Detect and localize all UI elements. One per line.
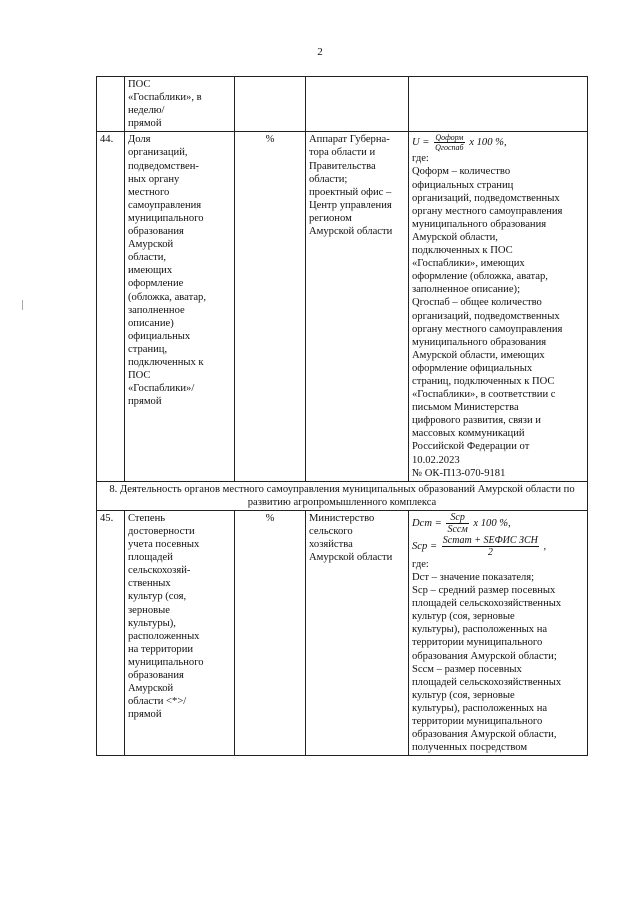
method-text-line: полученных посредством	[412, 742, 528, 754]
responsible-text-line: тора области и	[309, 147, 376, 159]
responsible-text-line: Амурской области	[309, 226, 393, 238]
method-text-line: «Госпаблики», имеющих	[412, 258, 525, 270]
indicator-text-line: Амурской	[128, 239, 174, 251]
responsible-text-line: регионом	[309, 212, 352, 224]
indicator-text-line: ственных	[128, 578, 171, 590]
continuation-row	[97, 77, 588, 132]
responsible-text-line: Центр управления	[309, 199, 392, 211]
indicator-text-line: описание)	[128, 317, 174, 329]
formula-rhs: x 100 %,	[469, 137, 507, 149]
method-text-line: где:	[412, 558, 429, 570]
row-number: 45.	[97, 510, 125, 755]
method-text-line: письмом Министерства	[412, 402, 519, 414]
indicator-text-line: Амурской	[128, 683, 174, 695]
formula-numerator: Sср	[446, 512, 468, 524]
formula-scp	[412, 535, 584, 558]
indicator-text-line: области,	[128, 252, 167, 264]
indicator-text-line: муниципального	[128, 212, 204, 224]
method-text-line: культур (соя, зерновые	[412, 611, 515, 623]
indicator-text-line: подключенных к	[128, 356, 204, 368]
method-text-line: территории муниципального	[412, 637, 543, 649]
formula-dst	[412, 512, 584, 535]
responsible-text-line: Министерство	[309, 512, 375, 524]
indicator-text-line: области <*>/	[128, 696, 187, 708]
method-text-line: массовых коммуникаций	[412, 428, 525, 440]
method-text-line: Dст – значение показателя;	[412, 572, 535, 583]
indicator-text-line: достоверности	[128, 526, 195, 537]
indicator-text-line: Степень	[128, 512, 166, 524]
method-text-line: «Госпаблики», в соответствии с	[412, 389, 556, 401]
method-text-line: органу местного самоуправления	[412, 323, 563, 335]
cont-responsible-cell	[306, 77, 409, 132]
formula-lhs: Dст =	[412, 517, 442, 529]
formula-denominator: Sссм	[447, 523, 468, 535]
unit-cell: %	[235, 132, 306, 481]
section-title: 8. Деятельность органов местного самоуправления муниципальных образований Амурской области по развитию агропромышленного комплекса	[97, 481, 588, 510]
indicator-text-line: образования	[128, 226, 184, 238]
formula-fraction	[446, 512, 468, 535]
method-text-line: площадей сельскохозяйственных	[412, 676, 562, 688]
indicator-text-line: официальных	[128, 330, 191, 342]
method-text-line: Амурской области,	[412, 231, 498, 243]
table-row-44	[97, 132, 588, 481]
indicator-text-line: самоуправления	[128, 199, 202, 211]
formula-fraction	[442, 535, 539, 558]
method-text-line: оформление официальных	[412, 362, 533, 374]
formula-u	[412, 133, 584, 152]
indicator-text-line: неделю/	[128, 105, 165, 117]
method-text-line: организаций, подведомственных	[412, 310, 560, 322]
formula-lhs: U =	[412, 137, 430, 149]
indicator-text-line: учета посевных	[128, 539, 200, 551]
indicator-text-line: имеющих	[128, 265, 173, 277]
responsible-text-line: проектный офис –	[309, 186, 392, 198]
indicator-text-line: прямой	[128, 396, 162, 408]
indicator-text-line: сельскохозяй-	[128, 565, 191, 577]
responsible-cell	[306, 510, 409, 755]
indicator-text-line: ных органу	[128, 173, 180, 185]
method-text-line: органу местного самоуправления	[412, 205, 563, 217]
indicators-table	[96, 76, 588, 756]
formula-denominator: Qгоспаб	[435, 143, 464, 153]
indicator-text-line: (обложка, аватар,	[128, 291, 206, 303]
formula-numerator: Qоформ	[435, 133, 464, 143]
method-text-line: где:	[412, 153, 429, 165]
method-cell	[409, 510, 588, 755]
method-text-line: муниципального образования	[412, 218, 547, 230]
method-text-line: образования Амурской области,	[412, 729, 557, 741]
method-text-line: оформление (обложка, аватар,	[412, 271, 548, 283]
indicator-text-line: Доля	[128, 134, 151, 146]
indicator-text-line: муниципального	[128, 656, 204, 668]
responsible-text-line: хозяйства	[309, 539, 353, 551]
indicator-text-line: заполненное	[128, 304, 185, 316]
indicator-text-line: прямой	[128, 118, 162, 130]
margin-mark	[22, 300, 23, 310]
section-header-row	[97, 481, 588, 510]
responsible-cell	[306, 132, 409, 481]
row-number: 44.	[97, 132, 125, 481]
method-text-line: Российской Федерации от	[412, 441, 530, 453]
formula-numerator: Sстат + SЕФИС ЗСН	[442, 534, 538, 546]
formula-fraction	[434, 133, 464, 152]
indicator-text-line: на территории	[128, 643, 194, 655]
indicator-name-cell	[125, 510, 235, 755]
responsible-text-line: сельского	[309, 526, 353, 537]
indicator-text-line: «Госпаблики»/	[128, 383, 195, 395]
indicator-text-line: подведомствен-	[128, 160, 199, 172]
table-row-45	[97, 510, 588, 755]
responsible-text-line: Амурской области	[309, 552, 393, 564]
formula-lhs: Sср =	[412, 540, 438, 552]
indicator-text-line: ПОС	[128, 79, 151, 90]
responsible-text-line: Аппарат Губерна-	[309, 134, 390, 146]
formula-denominator: 2	[487, 546, 493, 558]
indicator-text-line: местного	[128, 186, 170, 198]
indicator-text-line: оформление	[128, 278, 184, 290]
formula-rhs: x 100 %,	[473, 517, 511, 529]
method-text-line: страниц, подключенных к ПОС	[412, 375, 555, 387]
method-text-line: цифрового развития, связи и	[412, 415, 541, 427]
method-text-line: Qгоспаб – общее количество	[412, 297, 542, 309]
indicator-text-line: зерновые	[128, 604, 170, 616]
cont-num-cell	[97, 77, 125, 132]
indicator-text-line: культур (соя,	[128, 591, 187, 603]
method-text-line: муниципального образования	[412, 336, 547, 348]
formula-rhs: ,	[543, 540, 547, 552]
indicator-text-line: прямой	[128, 709, 162, 721]
method-text-line: 10.02.2023	[412, 454, 460, 466]
method-text-line: организаций, подведомственных	[412, 192, 560, 204]
method-text-line: Sссм – размер посевных	[412, 663, 522, 675]
indicator-text-line: образования	[128, 670, 184, 682]
indicator-text-line: ПОС	[128, 370, 151, 382]
cont-method-cell	[409, 77, 588, 132]
method-text-line: заполненное описание);	[412, 284, 521, 296]
cont-indicator-cell	[125, 77, 235, 132]
method-text-line: культуры), расположенных на	[412, 624, 548, 636]
indicator-text-line: культуры),	[128, 617, 176, 629]
indicator-text-line: организаций,	[128, 147, 188, 159]
method-text-line: Sср – средний размер посевных	[412, 585, 556, 597]
method-text-line: территории муниципального	[412, 716, 543, 728]
indicator-text-line: расположенных	[128, 630, 200, 642]
method-text-line: № ОК-П13-070-9181	[412, 467, 506, 479]
indicator-text-line: страниц,	[128, 343, 168, 355]
indicator-text-line: «Госпаблики», в	[128, 92, 202, 104]
responsible-text-line: Правительства	[309, 160, 376, 172]
indicator-name-cell	[125, 132, 235, 481]
method-text-line: культуры), расположенных на	[412, 702, 548, 714]
responsible-text-line: области;	[309, 173, 348, 185]
method-text-line: подключенных к ПОС	[412, 245, 513, 257]
method-cell	[409, 132, 588, 481]
method-text-line: площадей сельскохозяйственных	[412, 598, 562, 610]
method-text-line: Qоформ – количество	[412, 166, 511, 178]
cont-unit-cell	[235, 77, 306, 132]
indicator-text-line: площадей	[128, 552, 173, 564]
method-text-line: образования Амурской области;	[412, 650, 557, 662]
unit-cell: %	[235, 510, 306, 755]
method-text-line: Амурской области, имеющих	[412, 349, 545, 361]
method-text-line: официальных страниц	[412, 179, 514, 191]
page-number: 2	[317, 46, 323, 58]
method-text-line: культур (соя, зерновые	[412, 689, 515, 701]
